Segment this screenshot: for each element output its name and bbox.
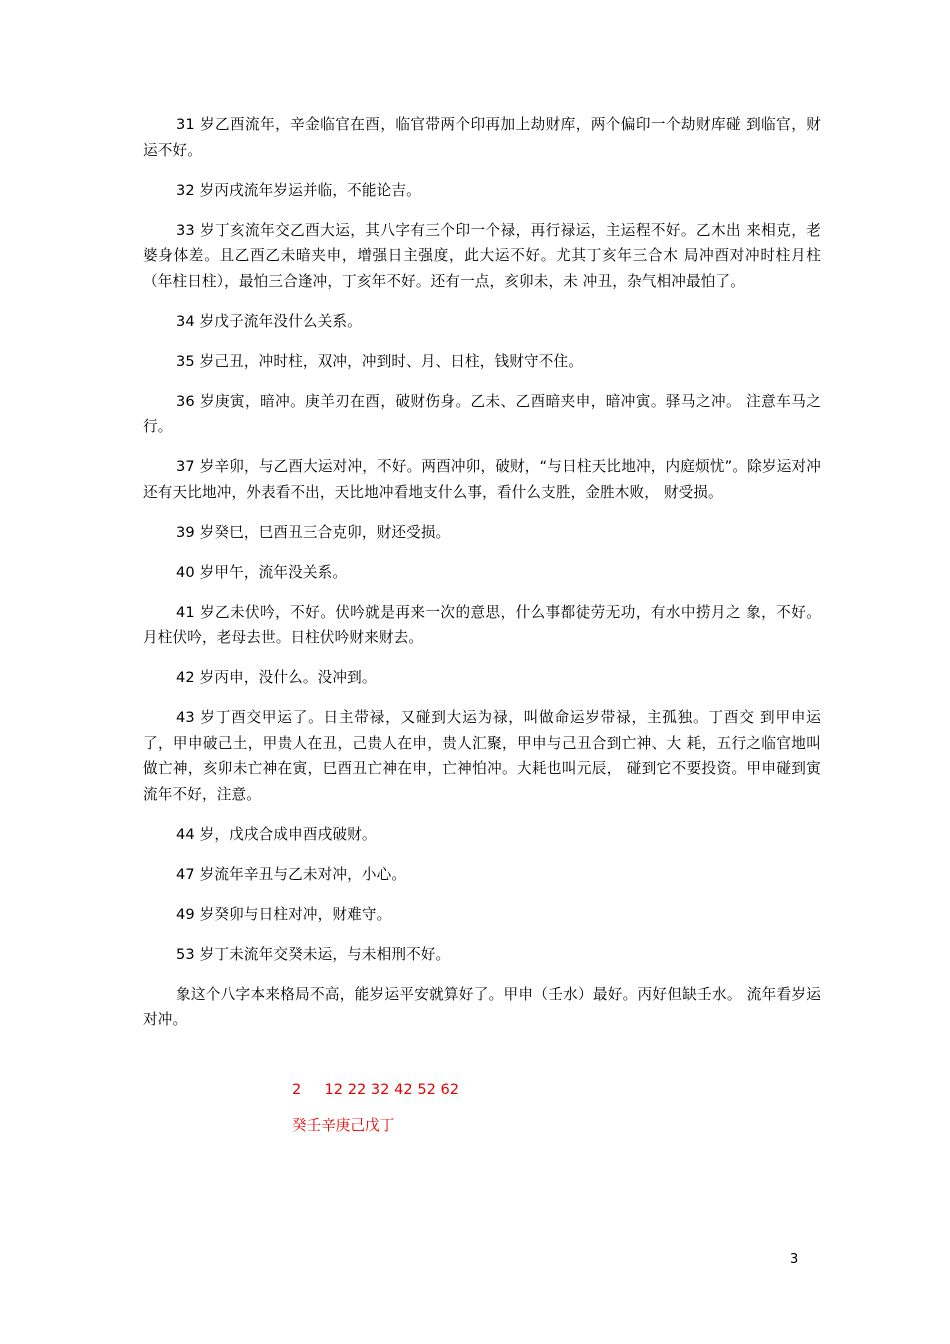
paragraph: 49 岁癸卯与日柱对冲，财难守。 [176,905,392,923]
paragraph: 42 岁丙申，没什么。没冲到。 [176,669,377,686]
paragraph: 31 岁乙酉流年，辛金临官在酉，临官带两个印再加上劫财库，两个偏印一个劫财库碰 到临官，财运不好。 [143,116,821,159]
paragraph: 36 岁庚寅，暗冲。庚羊刃在酉，破财伤身。乙未、乙酉暗夹申，暗冲寅。驿马之冲。 注意车马之行。 [143,392,821,435]
paragraph: 47 岁流年辛丑与乙未对冲，小心。 [176,865,407,883]
paragraph: 41 岁乙未伏吟，不好。伏吟就是再来一次的意思，什么事都徒劳无功，有水中捞月之 象，不好。月柱伏吟，老母去世。日柱伏吟财来财去。 [143,603,821,646]
paragraph: 33 岁丁亥流年交乙酉大运，其八字有三个印一个禄，再行禄运，主运程不好。乙木出 来相克，老婆身体差。且乙酉乙未暗夹申，增强日主强度，此大运不好。尤其丁亥年三合木 局冲酉对冲时柱月柱（年柱日柱），最怕三合逢冲，丁亥年不好。还有一点，亥卯未，未 冲丑，杂气相冲最怕了。 [143,221,821,290]
dayun-ages: 2 12 22 32 42 52 62 [292,1081,460,1098]
paragraph: 35 岁己丑，冲时柱，双冲，冲到时、月、日柱，钱财守不住。 [176,352,583,370]
paragraph: 37 岁辛卯，与乙酉大运对冲，不好。两酉冲卯，破财，“与日柱天比地冲，内庭烦忧”。除岁运对冲还有天比地冲，外表看不出，天比地冲看地支什么事，看什么支胜，金胜木败， 财受损。 [143,458,821,501]
paragraph: 象这个八字本来格局不高，能岁运平安就算好了。甲申（壬水）最好。丙好但缺壬水。 流年看岁运对冲。 [143,985,821,1028]
dayun-table [292,1077,692,1149]
page-number: 3 [790,1252,799,1267]
paragraph: 40 岁甲午，流年没关系。 [176,563,348,581]
body-text [143,112,821,1047]
paragraph: 43 岁丁酉交甲运了。日主带禄，又碰到大运为禄，叫做命运岁带禄，主孤独。丁酉交 到甲申运了，甲申破己土，甲贵人在丑，己贵人在申，贵人汇聚，甲申与己丑合到亡神、大 耗，五行之临官地叫做亡神，亥卯未亡神在寅，巳酉丑亡神在申，亡神怕冲。大耗也叫元辰， 碰到它不要投资。甲申碰到寅流年不好，注意。 [143,709,821,803]
paragraph: 32 岁丙戌流年岁运并临，不能论吉。 [176,181,421,199]
dayun-stems: 癸壬辛庚己戊丁 [292,1117,395,1134]
paragraph: 53 岁丁未流年交癸未运，与未相刑不好。 [176,945,451,963]
paragraph: 34 岁戊子流年没什么关系。 [176,312,362,330]
paragraph: 44 岁，戊戌合成申酉戌破财。 [176,825,377,843]
paragraph: 39 岁癸巳，巳酉丑三合克卯，财还受损。 [176,523,451,541]
